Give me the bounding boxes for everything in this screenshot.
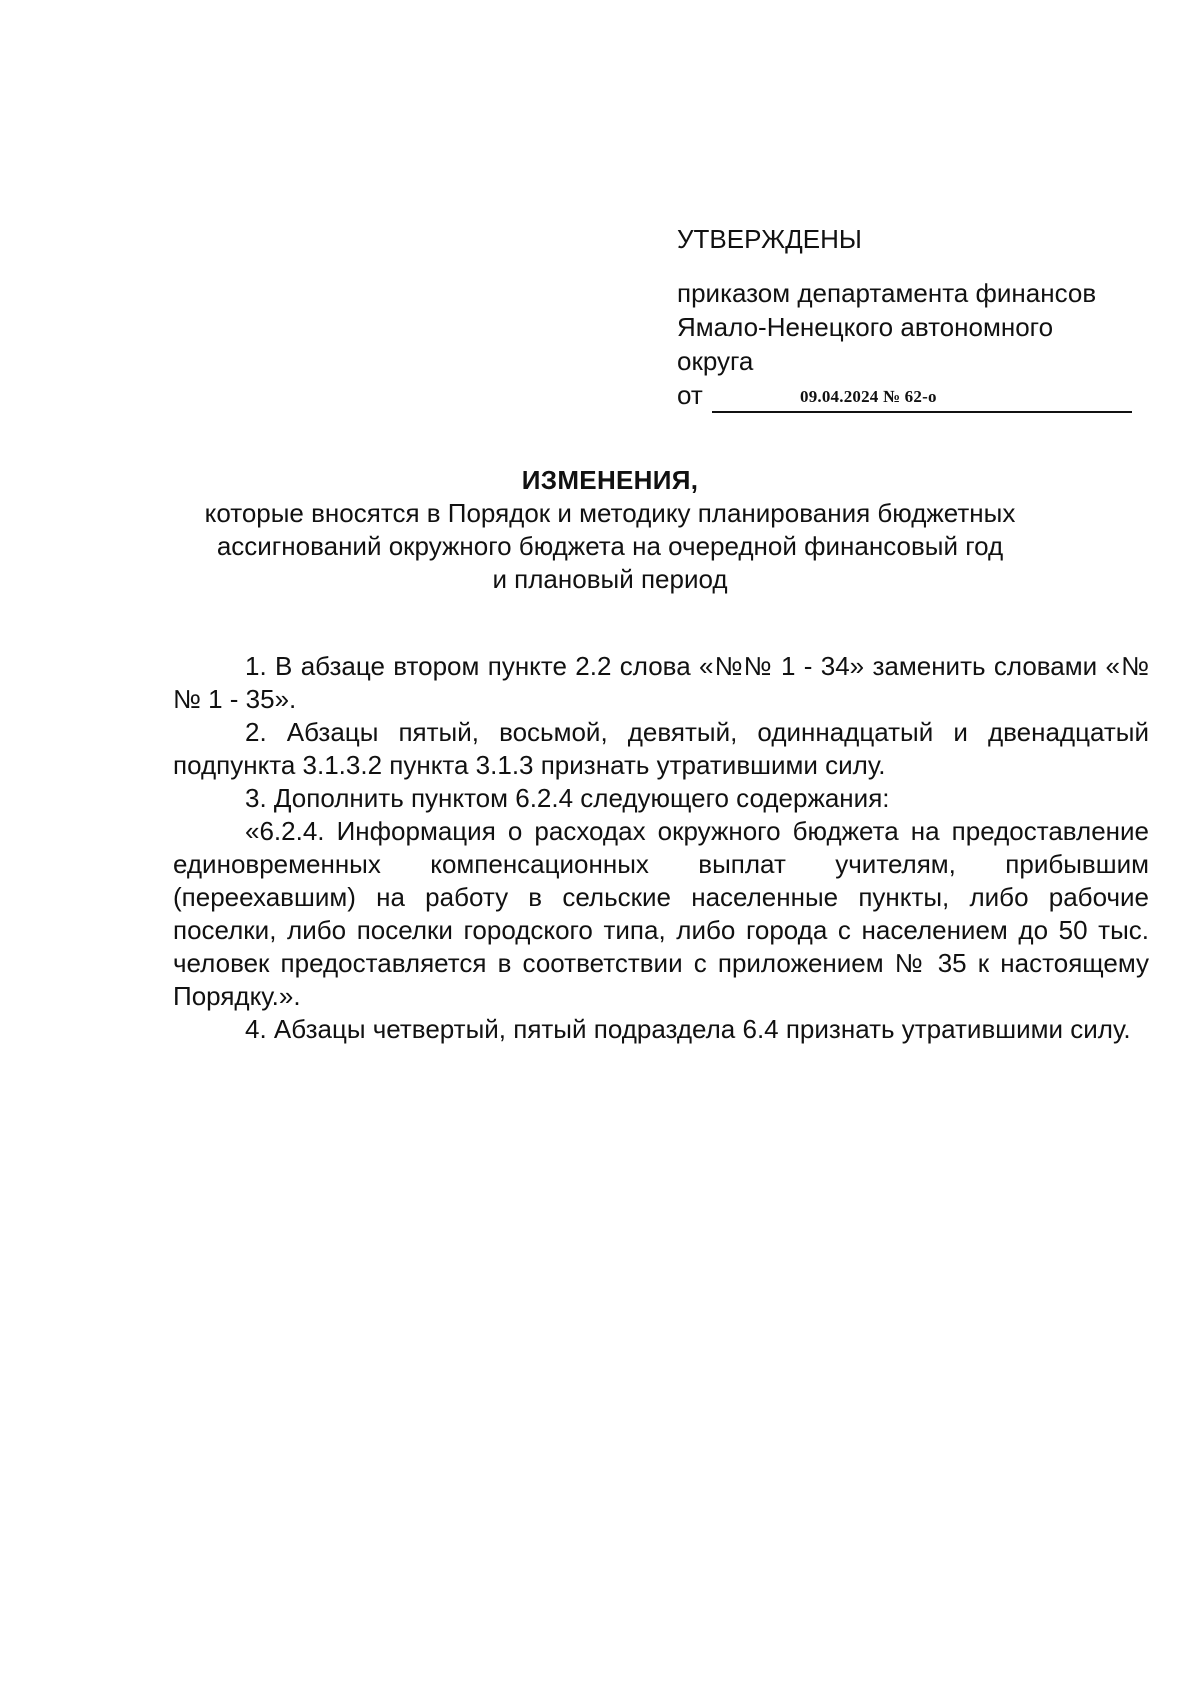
approved-heading: УТВЕРЖДЕНЫ	[677, 224, 862, 254]
approving-order-line-3: округа	[677, 346, 754, 376]
paragraph-item-2: 2. Абзацы пятый, восьмой, девятый, одиннадцатый и двенадцатый подпункта 3.1.3.2 пункта 3.1.3 признать утратившими силу.	[173, 717, 1149, 780]
subtitle-line-1: которые вносятся в Порядок и методику планирования бюджетных	[204, 498, 1016, 528]
paragraph-item-1: 1. В абзаце втором пункте 2.2 слова «№№ 1 - 34» заменить словами «№№ 1 - 35».	[173, 651, 1149, 714]
subtitle-line-3: и плановый период	[492, 564, 728, 594]
document-body	[173, 650, 1149, 1046]
document-title: ИЗМЕНЕНИЯ,	[521, 465, 699, 495]
subtitle-line-2: ассигнований окружного бюджета на очередной финансовый год	[216, 531, 1004, 561]
date-underline	[712, 411, 1132, 413]
approval-block	[677, 222, 1147, 412]
paragraph-item-3: 3. Дополнить пунктом 6.2.4 следующего содержания:	[245, 783, 890, 813]
paragraph-item-3-quote: «6.2.4. Информация о расходах окружного бюджета на предоставление единовременных компенсационных выплат учителям, прибывшим (переехавшим) на работу в сельские населенные пункты, либо рабочие поселки, либо поселки городского типа, либо города с населением до 50 тыс. человек предоставляется в соответствии с приложением № 35 к настоящему Порядку.».	[173, 816, 1149, 1011]
approving-order-line-1: приказом департамента финансов	[677, 278, 1097, 308]
order-date-row	[677, 378, 1147, 412]
order-date-number: 09.04.2024 № 62-о	[800, 387, 937, 406]
document-title-block	[160, 464, 1060, 596]
approving-order-line-2: Ямало-Ненецкого автономного	[677, 312, 1054, 342]
paragraph-item-4: 4. Абзацы четвертый, пятый подраздела 6.4 признать утратившими силу.	[245, 1014, 1131, 1044]
document-subtitle	[160, 497, 1060, 596]
from-label: от	[677, 380, 703, 410]
